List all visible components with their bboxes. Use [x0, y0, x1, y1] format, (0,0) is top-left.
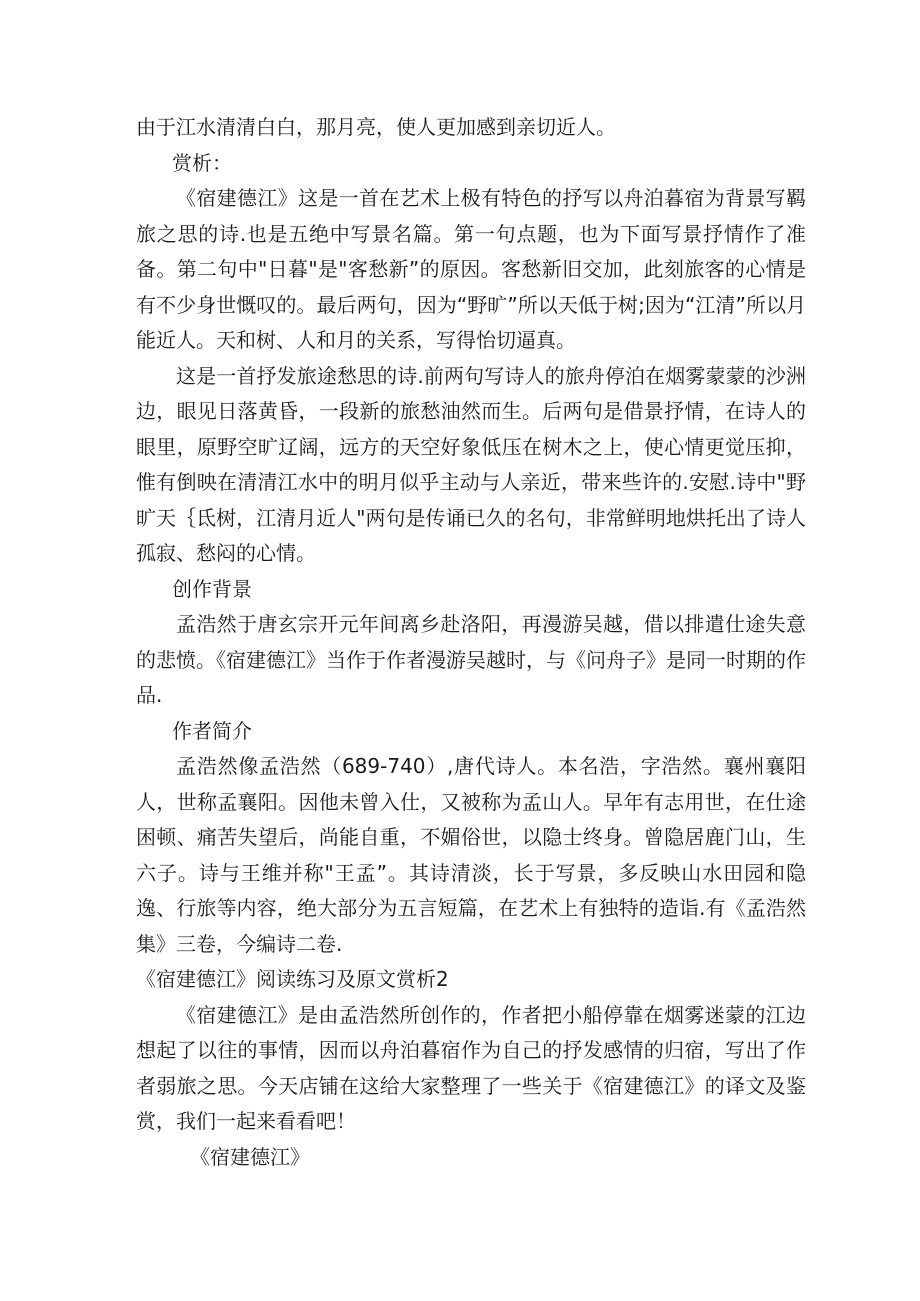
paragraph-intro: 《宿建德江》是由孟浩然所创作的，作者把小船停靠在烟雾迷蒙的江边想起了以往的事情，因而以舟泊暮宿作为自己的抒发感情的归宿，写出了作者弱旅之思。今天店铺在这给大家整理了一些关于《宿建德江》的译文及鉴赏，我们一起来看看吧！	[136, 1002, 806, 1133]
section-title: 《宿建德江》阅读练习及原文赏析2	[136, 967, 449, 991]
paragraph-translation-end: 由于江水清清白白，那月亮，使人更加感到亲切近人。	[136, 115, 616, 139]
paragraph-appreciation-1: 《宿建德江》这是一首在艺术上极有特色的抒写以舟泊暮宿为背景写羁旅之思的诗.也是五绝中写景名篇。第一句点题，也为下面写景抒情作了准备。第二句中"日暮"是"客愁新”的原因。客愁新旧交加，此刻旅客的心情是有不少身世慨叹的。最后两句，因为“野旷”所以天低于树;因为“江清”所以月能近人。天和树、人和月的关系，写得怡切逼真。	[136, 186, 806, 352]
heading-appreciation: 赏析：	[172, 150, 232, 175]
paragraph-appreciation-2: 这是一首抒发旅途愁思的诗.前两句写诗人的旅舟停泊在烟雾蒙蒙的沙洲边，眼见日落黄昏，一段新的旅愁油然而生。后两句是借景抒情，在诗人的眼里，原野空旷辽阔，远方的天空好象低压在树木之上，使心情更觉压抑，惟有倒映在清清江水中的明月似乎主动与人亲近，带来些许的.安慰.诗中"野旷天｛氐树，江清月近人"两句是传诵已久的名句，非常鲜明地烘托出了诗人孤寂、愁闷的心情。	[136, 363, 806, 565]
heading-author: 作者简介	[172, 718, 252, 743]
document-body	[136, 110, 806, 1175]
paragraph-author: 孟浩然像孟浩然（689-740）,唐代诗人。本名浩，字浩然。襄州襄阳人，世称孟襄阳。因他未曾入仕，又被称为孟山人。早年有志用世，在仕途困顿、痛苦失望后，尚能自重，不媚俗世，以隐士终身。曾隐居鹿门山，生六子。诗与王维并称"王孟”。其诗清淡，长于写景，多反映山水田园和隐逸、行旅等内容，绝大部分为五言短篇，在艺术上有独特的造诣.有《孟浩然集》三卷，今编诗二卷.	[136, 754, 806, 956]
heading-background: 创作背景	[172, 576, 252, 601]
paragraph-background: 孟浩然于唐玄宗开元年间离乡赴洛阳，再漫游吴越，借以排遣仕途失意的悲愤。《宿建德江》当作于作者漫游吴越时，与《问舟子》是同一时期的作品.	[136, 612, 806, 707]
poem-title: 《宿建德江》	[190, 1144, 310, 1169]
